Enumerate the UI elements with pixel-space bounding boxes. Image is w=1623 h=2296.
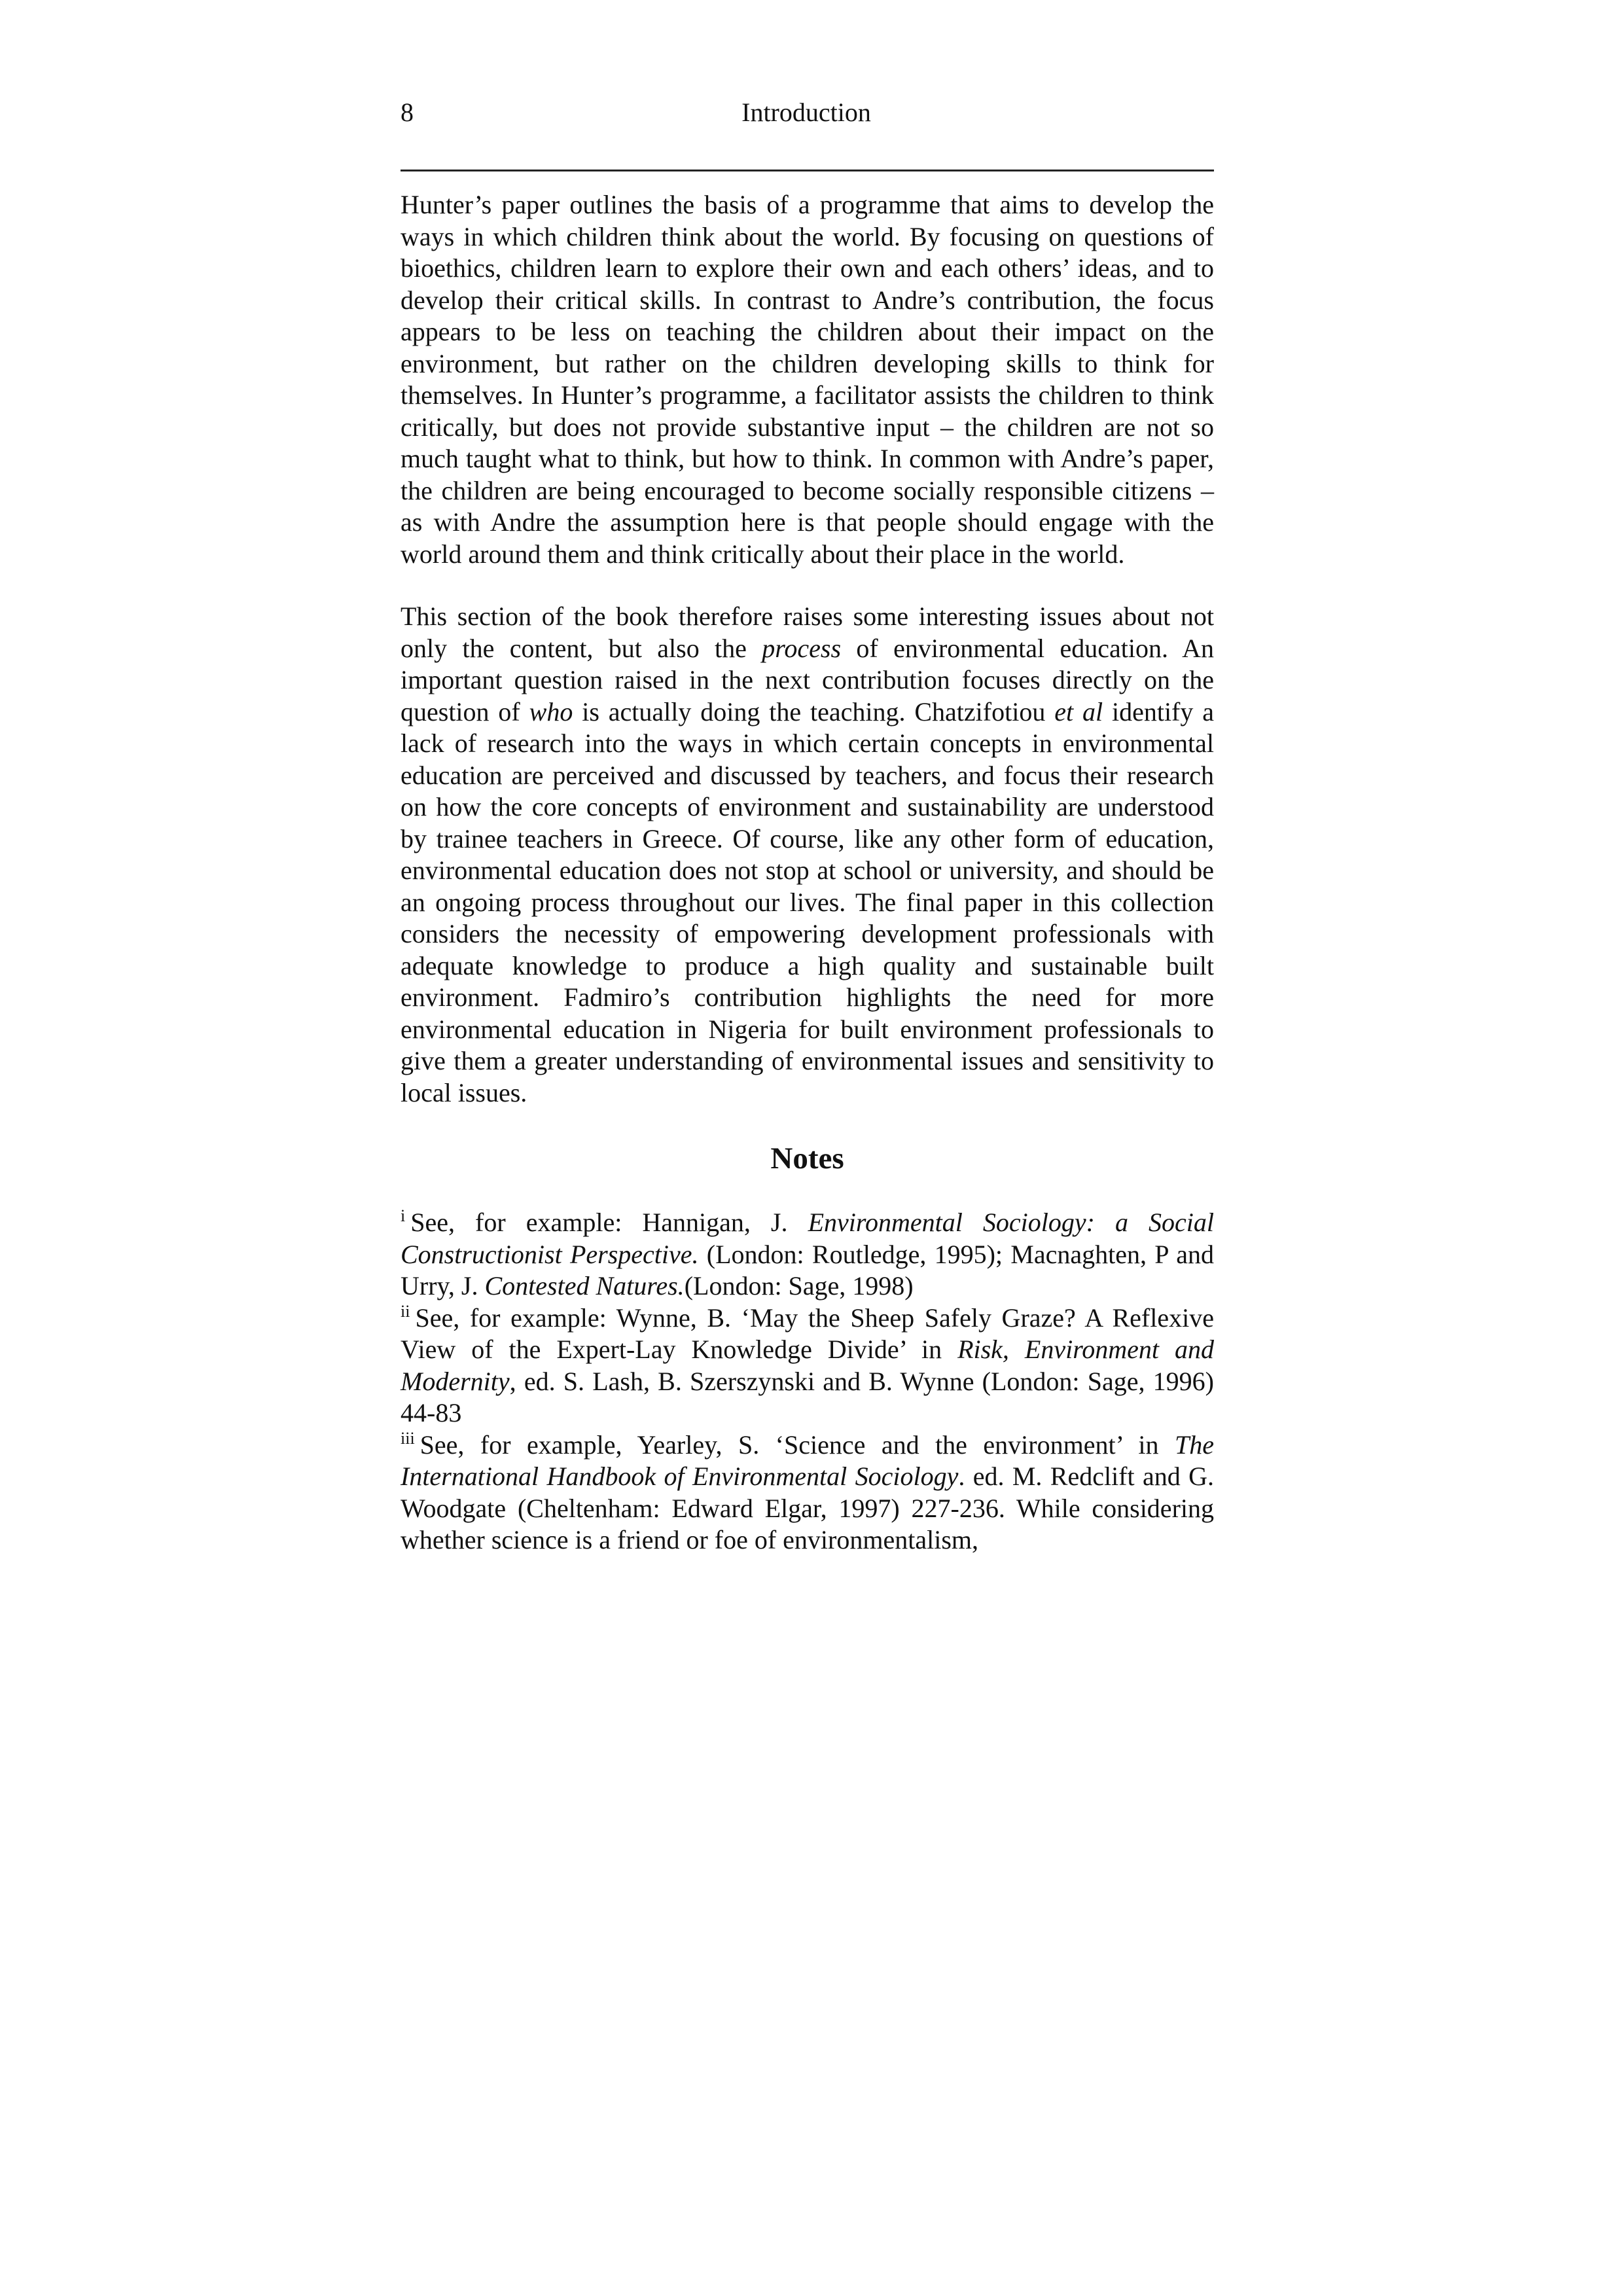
endnote-text: (London: Routledge, 1995); Macnaghten, P and Urry, J. <box>401 1239 1214 1300</box>
endnote-title: The International Handbook of Environmental Sociology <box>401 1429 1214 1491</box>
endnote-text: , ed. S. Lash, B. Szerszynski and B. Wynne (London: Sage, 1996) 44-83 <box>401 1366 1214 1427</box>
paragraph-2-text-2: of environmental education. An important question raised in the next contribution focuses directly on the question of <box>401 633 1214 726</box>
emphasis-who: who <box>529 696 573 726</box>
running-header-title: Introduction <box>741 98 871 127</box>
endnote-3 <box>401 1429 1214 1556</box>
endnote-marker: ii <box>401 1301 410 1321</box>
endnote-text: . ed. M. Redclift and G. Woodgate (Cheltenham: Edward Elgar, 1997) 227-236. While considering whether science is a friend or foe of environmentalism, <box>401 1462 1214 1554</box>
paragraph-2-text-3: is actually doing the teaching. Chatzifotiou <box>573 696 1055 726</box>
endnote-text: See, for example: Hannigan, J. <box>410 1208 808 1237</box>
endnote-text: See, for example: Wynne, B. ‘May the Sheep Safely Graze? A Reflexive View of the Expert-Lay Knowledge Divide’ in <box>401 1302 1214 1364</box>
endnote-marker: i <box>401 1206 406 1225</box>
endnote-title: Risk, Environment and Modernity <box>401 1335 1215 1396</box>
endnote-2 <box>401 1302 1214 1429</box>
page-number: 8 <box>401 98 414 127</box>
paragraph-2-text-4: identify a lack of research into the ways in which certain concepts in environmental education are perceived and discussed by teachers, and focus their research on how the core concepts of environment and sustainability are understood by trainee teachers in Greece. Of course, like any other form of education, environmental education does not stop at school or university, and should be an ongoing process throughout our lives. The final paper in this collection considers the necessity of empowering development professionals with adequate knowledge to produce a high quality and sustainable built environment. Fadmiro’s contribution highlights the need for more environmental education in Nigeria for built environment professionals to give them a greater understanding of environmental issues and sensitivity to local issues. <box>401 696 1215 1107</box>
endnote-marker: iii <box>401 1428 415 1448</box>
body-paragraph-2 <box>401 601 1214 1109</box>
endnote-text: See, for example, Yearley, S. ‘Science and the environment’ in <box>419 1429 1175 1460</box>
body-paragraph-1: Hunter’s paper outlines the basis of a programme that aims to develop the ways in which children think about the world. By focusing on questions of bioethics, children learn to explore their own and each others’ ideas, and to develop their critical skills. In contrast to Andre’s contribution, the focus appears to be less on teaching the children about their impact on the environment, but rather on the children developing skills to think for themselves. In Hunter’s programme, a facilitator assists the children to think critically, but does not provide substantive input – the children are not so much taught what to think, but how to think. In common with Andre’s paper, the children are being encouraged to become socially responsible citizens – as with Andre the assumption here is that people should engage with the world around them and think critically about their place in the world. <box>401 190 1214 569</box>
endnote-title: Environmental Sociology: a Social Constructionist Perspective. <box>401 1208 1214 1269</box>
endnote-text: (London: Sage, 1998) <box>684 1271 914 1300</box>
paragraph-2-text-1: This section of the book therefore raises some interesting issues about not only the content, but also the <box>401 601 1214 663</box>
notes-heading: Notes <box>770 1141 844 1175</box>
endnote-1 <box>401 1207 1214 1302</box>
emphasis-et-al: et al <box>1054 696 1103 726</box>
endnote-title: Contested Natures. <box>484 1271 685 1300</box>
emphasis-process: process <box>762 633 842 663</box>
page-body <box>401 189 1214 1556</box>
header-divider <box>401 170 1214 171</box>
